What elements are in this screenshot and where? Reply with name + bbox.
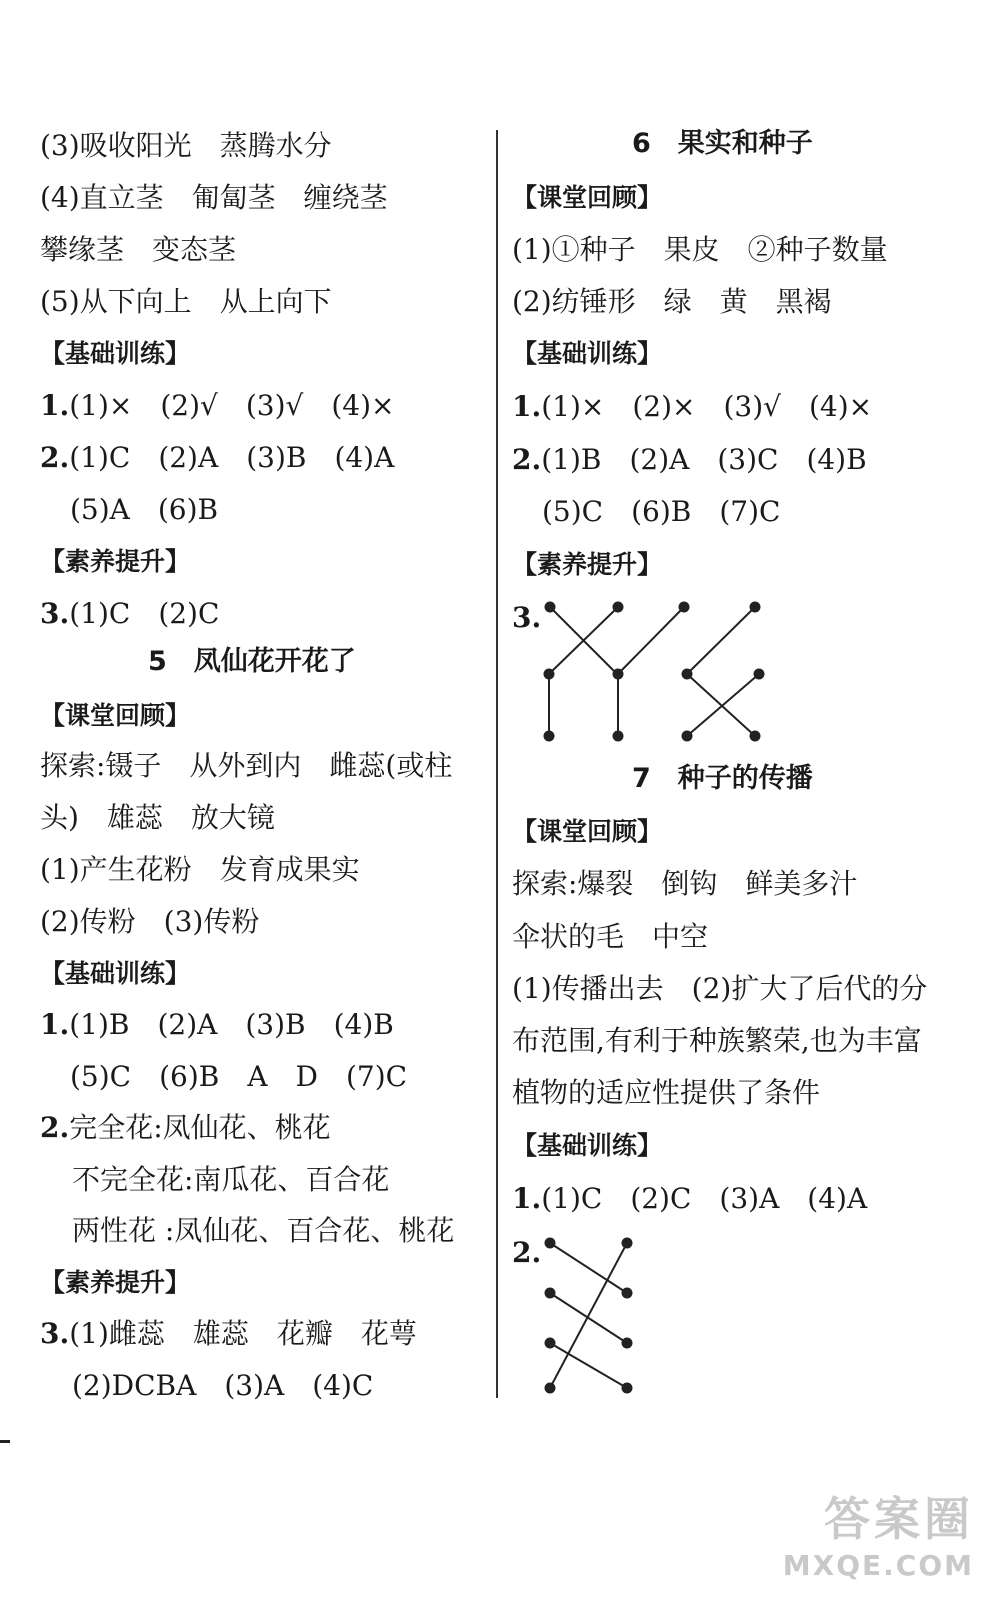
answer-line: (2)DCBA (3)A (4)C — [72, 1369, 374, 1402]
answer-line: (4)直立茎 匍匐茎 缠绕茎 — [40, 181, 388, 214]
question-number: 2. — [512, 1236, 542, 1269]
match-dot — [622, 1338, 633, 1349]
watermark-logo-text: 答案圈 — [824, 1492, 974, 1546]
margin-mark — [0, 1440, 10, 1443]
match-dot — [545, 1238, 556, 1249]
lesson-title: 6 果实和种子 — [632, 128, 813, 159]
question-line — [40, 1111, 331, 1145]
section-heading: 【基础训练】 — [512, 339, 663, 368]
match-dot — [613, 669, 624, 680]
question-number: 3. — [512, 601, 542, 634]
match-dot — [545, 1383, 556, 1394]
question-line — [512, 390, 872, 424]
answer-line: (1)传播出去 (2)扩大了后代的分 — [512, 972, 928, 1005]
answer-text: (1)× (2)√ (3)√ (4)× — [69, 389, 395, 422]
answer-line: (1)①种子 果皮 ②种子数量 — [512, 233, 888, 266]
answer-text: (1)C (2)A (3)B (4)A — [69, 441, 395, 474]
question-number: 1. — [40, 389, 70, 422]
answer-line: 两性花 :凤仙花、百合花、桃花 — [72, 1214, 455, 1247]
question-line — [512, 1182, 867, 1216]
match-dot — [545, 1338, 556, 1349]
answer-line: 植物的适应性提供了条件 — [512, 1076, 821, 1109]
question-number: 1. — [512, 1182, 542, 1215]
section-heading: 【素养提升】 — [512, 550, 663, 579]
answer-line: (2)纺锤形 绿 黄 黑褐 — [512, 285, 832, 318]
question-line — [512, 443, 867, 477]
answer-text: (1)C (2)C — [69, 597, 220, 630]
section-heading: 【素养提升】 — [40, 1268, 191, 1297]
section-heading: 【基础训练】 — [40, 339, 191, 368]
match-dot — [544, 669, 555, 680]
match-dot — [750, 731, 761, 742]
section-heading: 【基础训练】 — [512, 1131, 663, 1160]
match-dot — [679, 602, 690, 613]
watermark-url: MXQE.COM — [782, 1549, 974, 1582]
section-heading: 【课堂回顾】 — [40, 701, 191, 730]
answer-line: 伞状的毛 中空 — [512, 920, 709, 953]
lesson-title: 7 种子的传播 — [632, 763, 813, 794]
answer-line: (5)从下向上 从上向下 — [40, 285, 332, 318]
answer-line: 头) 雄蕊 放大镜 — [40, 801, 275, 834]
section-heading: 【基础训练】 — [40, 959, 191, 988]
answer-text: (1)C (2)C (3)A (4)A — [541, 1182, 868, 1215]
match-dot — [544, 731, 555, 742]
section-heading: 【课堂回顾】 — [512, 817, 663, 846]
answer-line: 探索:镊子 从外到内 雌蕊(或柱 — [40, 749, 453, 782]
question-line — [40, 597, 219, 631]
answer-line: (2)传粉 (3)传粉 — [40, 905, 260, 938]
match-dot — [682, 731, 693, 742]
matching-diagram-dispersal — [512, 1225, 672, 1405]
question-number: 3. — [40, 597, 70, 630]
answer-line: (5)C (6)B (7)C — [542, 495, 781, 528]
answer-line: (5)A (6)B — [70, 493, 219, 526]
lesson-title: 5 凤仙花开花了 — [148, 646, 356, 677]
match-dot — [622, 1288, 633, 1299]
question-line — [40, 1317, 417, 1351]
answer-text: (1)雌蕊 雄蕊 花瓣 花萼 — [69, 1317, 417, 1350]
answer-line: 不完全花:南瓜花、百合花 — [72, 1163, 390, 1196]
answer-line: (1)产生花粉 发育成果实 — [40, 853, 360, 886]
match-dot — [622, 1383, 633, 1394]
match-dot — [545, 602, 556, 613]
match-dot — [682, 669, 693, 680]
question-number: 1. — [40, 1008, 70, 1041]
question-number: 3. — [40, 1317, 70, 1350]
answer-line: (5)C (6)B A D (7)C — [70, 1060, 408, 1093]
answer-line: 布范围,有利于种族繁荣,也为丰富 — [512, 1024, 922, 1057]
section-heading: 【素养提升】 — [40, 547, 191, 576]
answer-text: (1)B (2)A (3)C (4)B — [541, 443, 867, 476]
answer-text: 完全花:凤仙花、桃花 — [69, 1111, 331, 1144]
question-line — [40, 1008, 394, 1042]
answer-line: (3)吸收阳光 蒸腾水分 — [40, 129, 332, 162]
answer-line: 攀缘茎 变态茎 — [40, 233, 237, 266]
question-number: 2. — [40, 1111, 70, 1144]
column-divider — [496, 130, 498, 1398]
answer-text: (1)B (2)A (3)B (4)B — [69, 1008, 394, 1041]
match-dot — [754, 669, 765, 680]
question-number: 2. — [512, 443, 542, 476]
match-dot — [545, 1288, 556, 1299]
watermark — [783, 1483, 974, 1582]
match-dot — [613, 602, 624, 613]
match-dot — [613, 731, 624, 742]
answer-line: 探索:爆裂 倒钩 鲜美多汁 — [512, 867, 858, 900]
question-line — [40, 441, 394, 475]
answer-text: (1)× (2)× (3)√ (4)× — [541, 390, 873, 423]
question-number: 1. — [512, 390, 542, 423]
match-dot — [750, 602, 761, 613]
question-line — [40, 389, 395, 423]
section-heading: 【课堂回顾】 — [512, 183, 663, 212]
match-dot — [622, 1238, 633, 1249]
question-number: 2. — [40, 441, 70, 474]
matching-diagram-seeds — [512, 590, 812, 750]
